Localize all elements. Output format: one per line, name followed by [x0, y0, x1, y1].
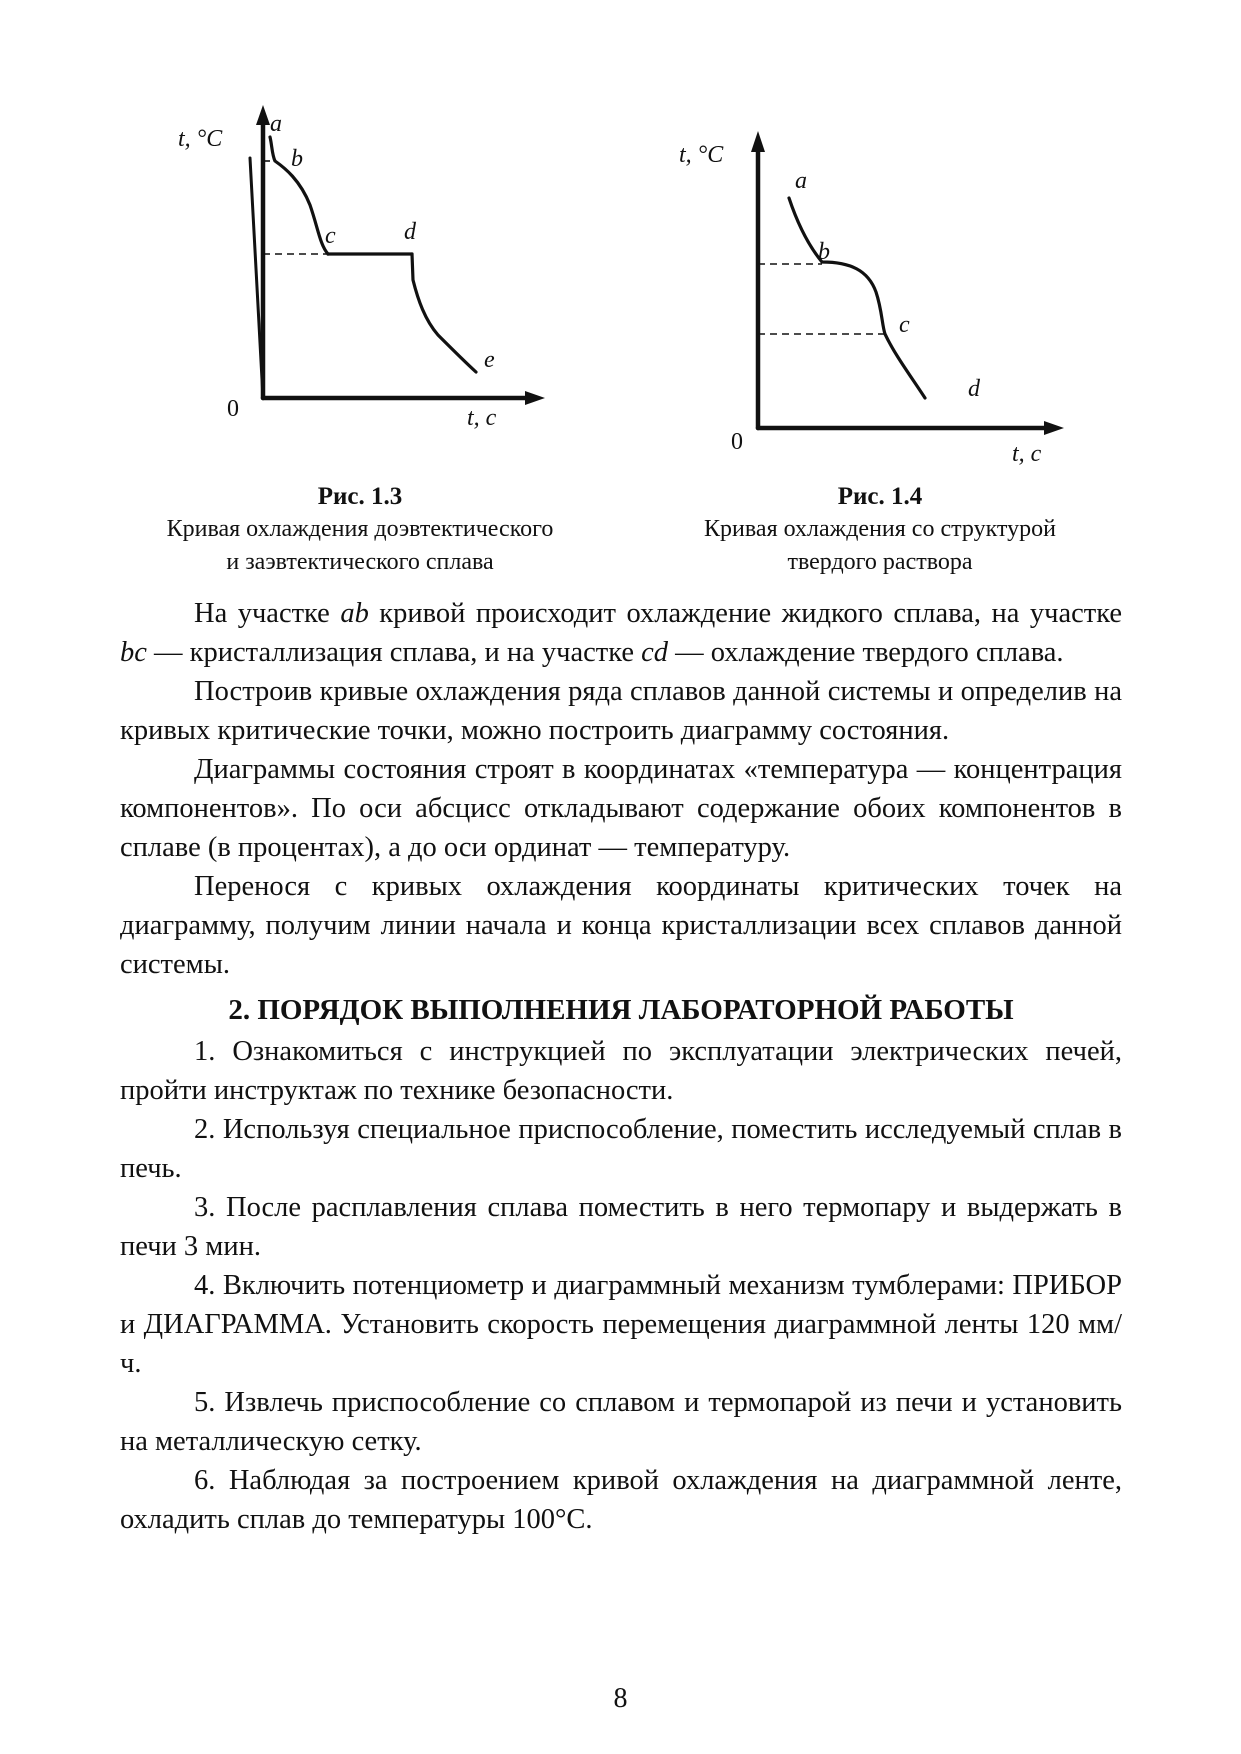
caption-fig-1-4	[640, 480, 1120, 579]
step-item: 5. Извлечь приспособление со сплавом и термопарой из печи и установить на металлическую сетку.	[120, 1387, 1122, 1457]
fig14-y-arrow	[751, 131, 765, 152]
caption-number: Рис. 1.3	[317, 483, 403, 510]
fig13-point-c: c	[325, 223, 336, 249]
caption-number: Рис. 1.4	[837, 483, 923, 510]
body-text	[120, 594, 1122, 1539]
paragraph: Перенося с кривых охлаждения координаты критических точек на диаграмму, получим линии начала и конца кристаллизации всех сплавов данной системы.	[120, 871, 1122, 980]
paragraph: Построив кривые охлаждения ряда сплавов данной системы и определив на кривых критические точки, можно построить диаграмму состояния.	[120, 676, 1122, 746]
fig13-y-arrow	[256, 105, 270, 125]
fig14-point-d: d	[968, 376, 980, 402]
fig13-curve-de	[412, 254, 476, 372]
fig13-point-d: d	[404, 219, 416, 245]
fig14-x-arrow	[1044, 421, 1064, 435]
fig14-point-b: b	[818, 239, 830, 265]
segment-cd: cd	[641, 637, 669, 668]
fig14-curve	[789, 198, 925, 398]
text-run: — охлаждение твердого сплава.	[668, 637, 1064, 668]
text-run: На участке	[194, 598, 341, 629]
caption-line: Кривая охлаждения доэвтектического	[166, 516, 554, 542]
fig13-x-arrow	[525, 391, 545, 405]
step-item: 6. Наблюдая за построением кривой охлаждения на диаграммной ленте, охладить сплав до температуры 100°С.	[120, 1465, 1122, 1535]
fig14-point-c: c	[899, 312, 910, 338]
fig13-origin: 0	[227, 396, 239, 422]
fig13-point-b: b	[291, 146, 303, 172]
page-number: 8	[613, 1683, 628, 1714]
fig14-point-a: a	[795, 168, 807, 194]
fig13-point-a: a	[270, 111, 282, 137]
fig14-y-label: t, °C	[679, 142, 724, 168]
caption-line: и заэвтектического сплава	[226, 549, 494, 575]
step-item: 2. Используя специальное приспособление, поместить исследуемый сплав в печь.	[120, 1114, 1122, 1184]
fig13-point-e: e	[484, 347, 495, 373]
fig14-origin: 0	[731, 429, 743, 455]
figure-1-4	[679, 131, 1064, 467]
section-heading: 2. ПОРЯДОК ВЫПОЛНЕНИЯ ЛАБОРАТОРНОЙ РАБОТЫ	[228, 994, 1014, 1026]
paragraph	[120, 594, 1122, 672]
fig14-x-label: t, c	[1012, 441, 1042, 467]
figures-svg	[0, 0, 1241, 480]
caption-line: Кривая охлаждения со структурой	[704, 516, 1056, 542]
caption-fig-1-3	[105, 480, 615, 579]
step-item: 4. Включить потенциометр и диаграммный механизм тумблерами: ПРИБОР и ДИАГРАММА. Установить скорость перемещения диаграммной ленты 120 мм/ч.	[120, 1270, 1122, 1379]
paragraph: Диаграммы состояния строят в координатах «температура — концентрация компонентов». По оси абсцисс откладывают содержание обоих компонентов в сплаве (в процентах), а до оси ординат — температуру.	[120, 754, 1122, 863]
text-run: — кристаллизация сплава, и на участке	[146, 637, 642, 668]
fig13-x-label: t, c	[467, 405, 497, 431]
segment-ab: ab	[340, 598, 369, 629]
segment-bc: bc	[120, 637, 147, 668]
caption-line: твердого раствора	[787, 549, 973, 575]
step-item: 1. Ознакомиться с инструкцией по эксплуатации электрических печей, пройти инструктаж по технике безопасности.	[120, 1036, 1122, 1106]
step-item: 3. После расплавления сплава поместить в него термопару и выдержать в печи 3 мин.	[120, 1192, 1122, 1262]
fig13-y-label: t, °C	[178, 126, 223, 152]
figure-1-3	[178, 105, 545, 431]
figures-area	[0, 0, 1241, 480]
text-run: кривой происходит охлаждение жидкого сплава, на участке	[368, 598, 1123, 629]
